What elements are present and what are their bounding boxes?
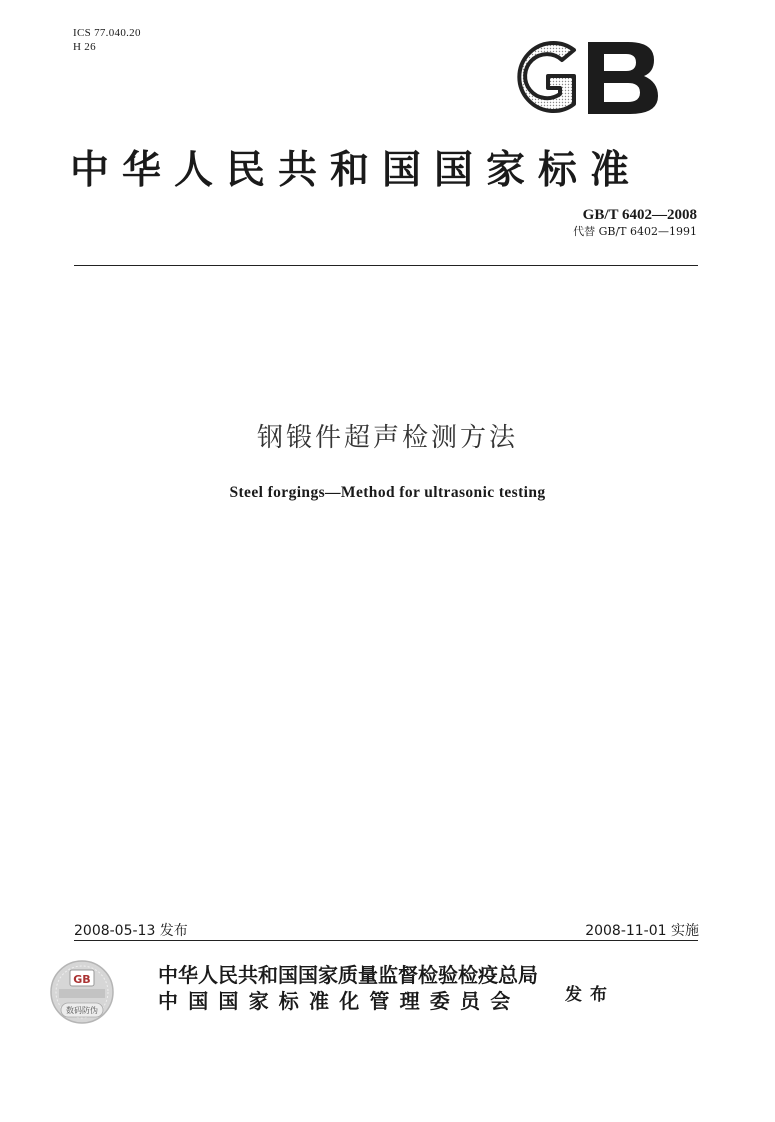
class-code: H 26 [73,41,96,53]
effective-date: 2008-11-01 实施 [585,923,699,939]
standard-number: GB/T 6402—2008 [582,207,697,223]
issuer-line-1: 中华人民共和国国家质量监督检验检疫总局 [158,963,538,987]
stamp-label: 数码防伪 [66,1006,98,1015]
national-standard-heading: 中华人民共和国国家标准 [70,147,643,193]
document-title-cn: 钢锻件超声检测方法 [256,423,518,453]
document-title-en: Steel forgings—Method for ultrasonic testing [229,484,546,501]
issuer-line-2: 中国国家标准化管理委员会 [158,989,521,1013]
standard-number-block [573,206,697,239]
issue-date: 2008-05-13 发布 [74,923,188,939]
ics-code: ICS 77.040.20 [73,27,141,39]
issuing-authorities [158,962,538,1014]
svg-text:GB: GB [73,973,91,986]
anti-counterfeit-stamp-icon [49,959,115,1025]
classification-codes [73,26,141,54]
publish-label: 发布 [565,985,615,1005]
gb-logo [504,38,660,116]
replaces-standard: 代替 GB/T 6402—1991 [573,225,697,238]
top-divider [74,265,698,266]
bottom-divider [74,940,698,941]
